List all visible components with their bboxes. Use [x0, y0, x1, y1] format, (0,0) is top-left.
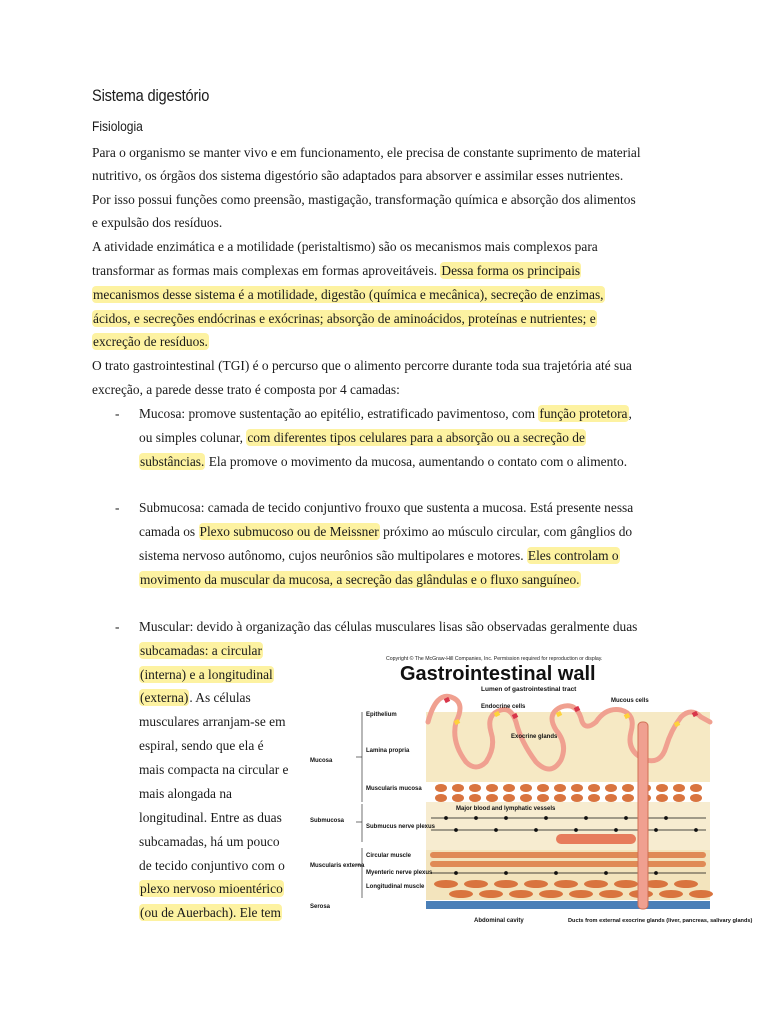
section-subtitle: Fisiologia [92, 118, 143, 134]
label-myenteric-plexus: Myenteric nerve plexus [366, 870, 433, 876]
label-mucosa: Mucosa [310, 758, 333, 764]
highlighted-text: (ou de Auerbach). Ele tem [140, 905, 281, 920]
label-circular-muscle: Circular muscle [366, 853, 412, 859]
text-segment: espiral, sendo que ela é [139, 738, 264, 753]
bullet-dash: - [115, 500, 120, 515]
text-line [139, 619, 637, 635]
text-line [139, 762, 288, 778]
text-line [92, 192, 636, 208]
label-longitudinal-muscle: Longitudinal muscle [366, 884, 425, 890]
text-line [92, 382, 400, 398]
figure-lumen-label: Lumen of gastrointestinal tract [481, 686, 577, 693]
highlighted-text: plexo nervoso mioentérico [140, 881, 283, 896]
label-submucosa: Submucosa [310, 818, 345, 824]
text-segment: nutritivo, os órgãos dos sistema digestório são adaptados para absorver e assimilar esses nutrientes. [92, 168, 624, 183]
label-exocrine-glands: Exocrine glands [511, 734, 558, 740]
label-mucous-cells: Mucous cells [611, 698, 649, 704]
text-line [139, 905, 282, 921]
text-segment: de tecido conjuntivo com o [139, 858, 285, 873]
text-line [139, 548, 620, 564]
highlighted-text: mecanismos desse sistema é a motilidade, digestão (química e mecânica), secreção de enzimas, [93, 287, 604, 302]
highlighted-text: com diferentes tipos celulares para a absorção ou a secreção de [247, 430, 585, 445]
serosa-layer [426, 901, 710, 909]
text-line [92, 334, 209, 350]
text-line [139, 738, 264, 754]
text-segment: Muscular: devido à organização das células musculares lisas são observadas geralmente duas [139, 619, 638, 634]
text-segment: próximo ao músculo circular, com gânglios do [379, 524, 633, 539]
bullet-dash: - [115, 406, 120, 421]
text-line [139, 834, 280, 850]
text-line [139, 786, 232, 802]
text-line [92, 358, 632, 374]
text-segment: A atividade enzimática e a motilidade (peristaltismo) são os mecanismos mais complexos para [92, 239, 598, 254]
text-segment: longitudinal. Entre as duas [139, 810, 282, 825]
text-line [139, 406, 632, 422]
text-line [139, 500, 633, 516]
text-line [139, 810, 282, 826]
layer-brackets [356, 712, 362, 898]
gastrointestinal-wall-figure [306, 652, 753, 938]
highlighted-text: movimento da muscular da mucosa, a secreção das glândulas e o fluxo sanguíneo. [140, 572, 580, 587]
text-segment: mais compacta na circular e [139, 762, 289, 777]
text-line [139, 858, 285, 874]
text-segment: Ela promove o movimento da mucosa, aumentando o contato com o alimento. [205, 454, 628, 469]
text-segment: . As células [189, 690, 251, 705]
text-line [92, 168, 623, 184]
highlighted-text: função protetora [539, 406, 628, 421]
exocrine-duct [638, 722, 648, 909]
text-segment: ou simples colunar, [139, 430, 247, 445]
text-line [92, 263, 581, 279]
highlighted-text: Plexo submucoso ou de Meissner [199, 524, 379, 539]
highlighted-text: Dessa forma os principais [441, 263, 581, 278]
text-line [92, 311, 597, 327]
label-lamina-propria: Lamina propria [366, 748, 410, 754]
text-line [139, 714, 286, 730]
text-segment: O trato gastrointestinal (TGI) é o percurso que o alimento percorre durante toda sua trajetória até sua [92, 358, 632, 373]
text-segment: , [628, 406, 632, 421]
text-segment: e expulsão dos resíduos. [92, 215, 223, 230]
highlighted-text: substâncias. [140, 454, 205, 469]
text-line [92, 287, 605, 303]
muscularis-mucosa-row [435, 784, 702, 802]
text-line [92, 145, 641, 161]
highlighted-text: (interna) e a longitudinal [140, 667, 273, 682]
text-line [139, 572, 581, 588]
label-serosa: Serosa [310, 904, 331, 910]
text-segment: Mucosa: promove sustentação ao epitélio, estratificado pavimentoso, com [139, 406, 539, 421]
label-blood-vessels: Major blood and lymphatic vessels [456, 806, 556, 812]
text-line [139, 454, 627, 470]
text-segment: Para o organismo se manter vivo e em funcionamento, ele precisa de constante suprimento de material [92, 145, 641, 160]
text-segment: musculares arranjam-se em [139, 714, 286, 729]
text-line [139, 430, 586, 446]
text-line [139, 643, 263, 659]
text-segment: Por isso possui funções como preensão, mastigação, transformação química e absorção dos alimentos [92, 192, 636, 207]
highlighted-text: excreção de resíduos. [93, 334, 208, 349]
label-endocrine-cells: Endocrine cells [481, 704, 526, 710]
text-segment: Submucosa: camada de tecido conjuntivo frouxo que sustenta a mucosa. Está presente nessa [139, 500, 634, 515]
label-muscularis-externa: Muscularis externa [310, 863, 365, 869]
label-muscularis-mucosa: Muscularis mucosa [366, 786, 422, 792]
text-line [139, 524, 632, 540]
bullet-dash: - [115, 619, 120, 634]
highlighted-text: subcamadas: a circular [140, 643, 262, 658]
blood-vessel [556, 834, 636, 844]
page-title: Sistema digestório [92, 86, 210, 105]
label-submucus-plexus: Submucus nerve plexus [366, 824, 436, 830]
text-segment: excreção, a parede desse trato é composta por 4 camadas: [92, 382, 400, 397]
figure-title: Gastrointestinal wall [400, 663, 596, 685]
text-segment: subcamadas, há um pouco [139, 834, 280, 849]
text-line [139, 690, 251, 706]
text-segment: transformar as formas mais complexas em formas aproveitáveis. [92, 263, 441, 278]
highlighted-text: ácidos, e secreções endócrinas e exócrinas; absorção de aminoácidos, proteínas e nutrientes; e [93, 311, 596, 326]
highlighted-text: (externa) [140, 690, 189, 705]
text-segment: sistema nervoso autônomo, cujos neurônios são multipolares e motores. [139, 548, 527, 563]
label-abdominal-cavity: Abdominal cavity [474, 918, 524, 924]
text-line [92, 239, 598, 255]
text-segment: camada os [139, 524, 199, 539]
text-line [139, 881, 284, 897]
label-ducts: Ducts from external exocrine glands (liver, pancreas, salivary glands) [568, 918, 753, 924]
text-line [92, 215, 222, 231]
label-epithelium: Epithelium [366, 712, 397, 718]
figure-copyright: Copyright © The McGraw-Hill Companies, Inc. Permission required for reproduction or display. [386, 656, 603, 662]
text-line [139, 667, 274, 683]
text-segment: mais alongada na [139, 786, 232, 801]
highlighted-text: Eles controlam o [527, 548, 619, 563]
